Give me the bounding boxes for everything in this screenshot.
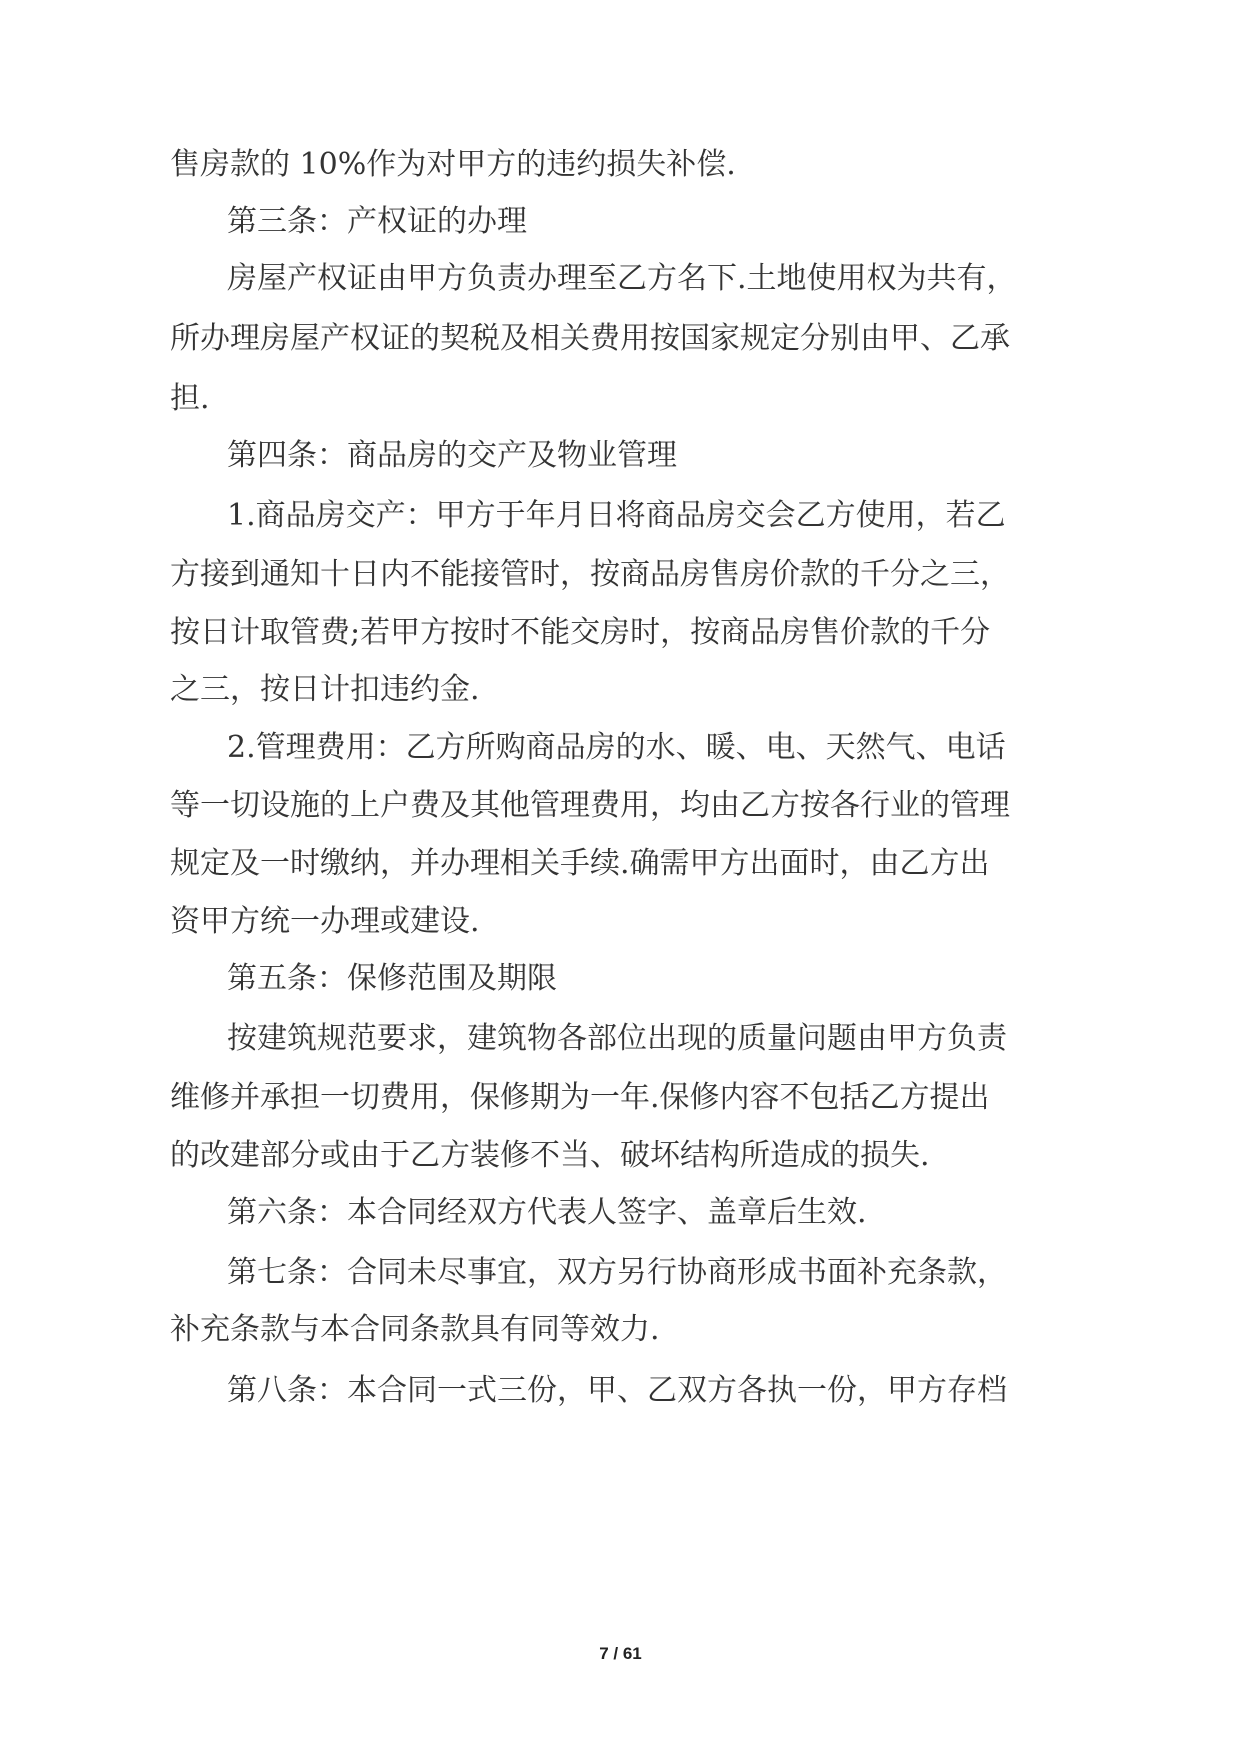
text-line-16: 按建筑规范要求，建筑物各部位出现的质量问题由甲方负责 bbox=[227, 1021, 1007, 1056]
text-line-14: 资甲方统一办理或建设. bbox=[170, 904, 480, 939]
text-line-12: 等一切设施的上户费及其他管理费用，均由乙方按各行业的管理 bbox=[170, 788, 1010, 823]
section-heading-6: 第六条：本合同经双方代表人签字、盖章后生效. bbox=[227, 1195, 867, 1230]
section-heading-4: 第四条：商品房的交产及物业管理 bbox=[227, 438, 677, 473]
text-line-5: 担. bbox=[170, 381, 210, 416]
page-number: 7 / 61 bbox=[599, 1644, 642, 1663]
text-line-18: 的改建部分或由于乙方装修不当、破坏结构所造成的损失. bbox=[170, 1138, 930, 1173]
section-heading-8: 第八条：本合同一式三份，甲、乙双方各执一份，甲方存档 bbox=[227, 1373, 1007, 1408]
text-line-10: 之三，按日计扣违约金. bbox=[170, 672, 480, 707]
text-line-7: 1.商品房交产：甲方于年月日将商品房交会乙方使用，若乙 bbox=[227, 498, 1006, 533]
text-line-4: 所办理房屋产权证的契税及相关费用按国家规定分别由甲、乙承 bbox=[170, 321, 1010, 356]
text-line-3: 房屋产权证由甲方负责办理至乙方名下.土地使用权为共有， bbox=[227, 261, 1017, 296]
section-heading-7: 第七条：合同未尽事宜，双方另行协商形成书面补充条款， bbox=[227, 1255, 1007, 1290]
text-line-11: 2.管理费用：乙方所购商品房的水、暖、电、天然气、电话 bbox=[227, 730, 1006, 765]
section-heading-3: 第三条：产权证的办理 bbox=[227, 204, 527, 239]
text-line-17: 维修并承担一切费用，保修期为一年.保修内容不包括乙方提出 bbox=[170, 1080, 990, 1115]
text-line-9: 按日计取管费;若甲方按时不能交房时，按商品房售价款的千分 bbox=[170, 615, 991, 650]
text-line-1: 售房款的 10%作为对甲方的违约损失补偿. bbox=[170, 147, 736, 182]
text-line-8: 方接到通知十日内不能接管时，按商品房售房价款的千分之三， bbox=[170, 557, 1010, 592]
section-heading-5: 第五条：保修范围及期限 bbox=[227, 961, 557, 996]
text-line-21: 补充条款与本合同条款具有同等效力. bbox=[170, 1312, 660, 1347]
text-line-13: 规定及一时缴纳，并办理相关手续.确需甲方出面时，由乙方出 bbox=[170, 846, 990, 881]
